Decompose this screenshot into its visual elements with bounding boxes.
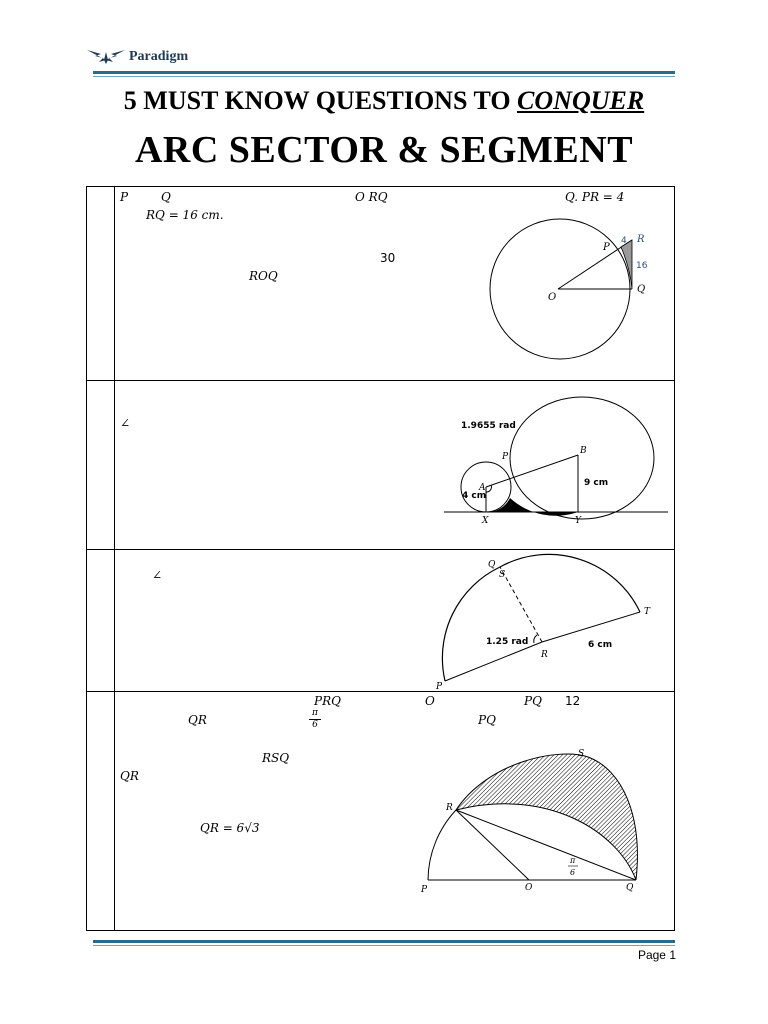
q3-label-rt: 6 cm [588, 640, 613, 650]
header-rule [93, 71, 675, 74]
row-divider [86, 549, 675, 550]
q3-label-q: Q [488, 560, 496, 570]
q4-text: PQ [478, 713, 496, 727]
q2-label-p: P [502, 452, 509, 462]
q3-label-r: R [541, 650, 548, 660]
q4-figure [418, 742, 658, 900]
page-title: 5 MUST KNOW QUESTIONS TO CONQUER [123, 86, 645, 115]
title-emphasis: CONQUER [517, 86, 645, 115]
q1-text: RQ = 16 cm. [146, 208, 224, 222]
q4-text: PQ [524, 694, 542, 708]
q1-text: ROQ [249, 269, 278, 283]
q1-figure [480, 210, 670, 370]
q3-figure [430, 555, 670, 691]
header-rule-thin [93, 76, 675, 77]
q4-text: QR [120, 769, 139, 783]
q4-text: O [425, 694, 435, 708]
q2-figure [444, 392, 670, 532]
q4-text: QR = 6√3 [200, 821, 260, 835]
q4-fraction: $\frac{\pi}{6}$ [309, 708, 321, 731]
q3-text: ∠ [152, 568, 163, 582]
q4-label-s: S [578, 749, 585, 759]
q2-label-big-radius: 9 cm [584, 478, 609, 488]
q2-label-y: Y [575, 516, 581, 526]
q1-label-r: R [637, 234, 645, 245]
q1-text: 30 [380, 251, 396, 265]
q3-label-p: P [436, 682, 443, 692]
footer-rule [93, 940, 675, 943]
winged-logo-icon [85, 46, 127, 66]
q1-text: P [120, 190, 129, 204]
q1-label-q: Q [637, 284, 646, 295]
q3-label-s: S [499, 570, 506, 580]
page-number: Page 1 [637, 948, 676, 962]
q4-label-angle-num: π [570, 856, 576, 865]
q2-label-a: A [479, 483, 486, 493]
q2-text: ∠ [120, 416, 131, 430]
q1-label-pr: 4 [621, 236, 627, 246]
q2-label-angle: 1.9655 rad [461, 421, 516, 431]
q1-label-rq: 16 [636, 261, 648, 271]
q4-label-angle-den: 6 [570, 868, 576, 877]
q3-label-t: T [644, 607, 651, 617]
q4-text: RSQ [262, 751, 290, 765]
q1-label-o: O [548, 292, 557, 303]
brand-name: Paradigm [129, 49, 189, 64]
q4-label-q: Q [626, 883, 634, 893]
q1-text: O RQ [355, 190, 388, 204]
footer-rule-thin [93, 945, 675, 946]
q1-label-p: P [603, 242, 610, 253]
q4-text: QR [188, 713, 207, 727]
q4-text: 12 [565, 694, 581, 708]
q4-label-p: P [421, 885, 428, 895]
q4-label-o: O [525, 883, 533, 893]
q2-label-small-radius: 4 cm [462, 491, 487, 501]
number-column-divider [114, 186, 115, 931]
row-divider [86, 380, 675, 381]
q2-label-x: X [482, 516, 489, 526]
q1-text: Q. PR = 4 [565, 190, 625, 204]
q3-label-angle: 1.25 rad [486, 637, 529, 647]
q4-text: PRQ [314, 694, 341, 708]
row-divider [86, 691, 675, 692]
q1-text: Q [161, 190, 171, 204]
q4-label-r: R [446, 803, 453, 813]
page-subtitle: ARC SECTOR & SEGMENT [134, 129, 634, 171]
q2-label-b: B [580, 446, 587, 456]
